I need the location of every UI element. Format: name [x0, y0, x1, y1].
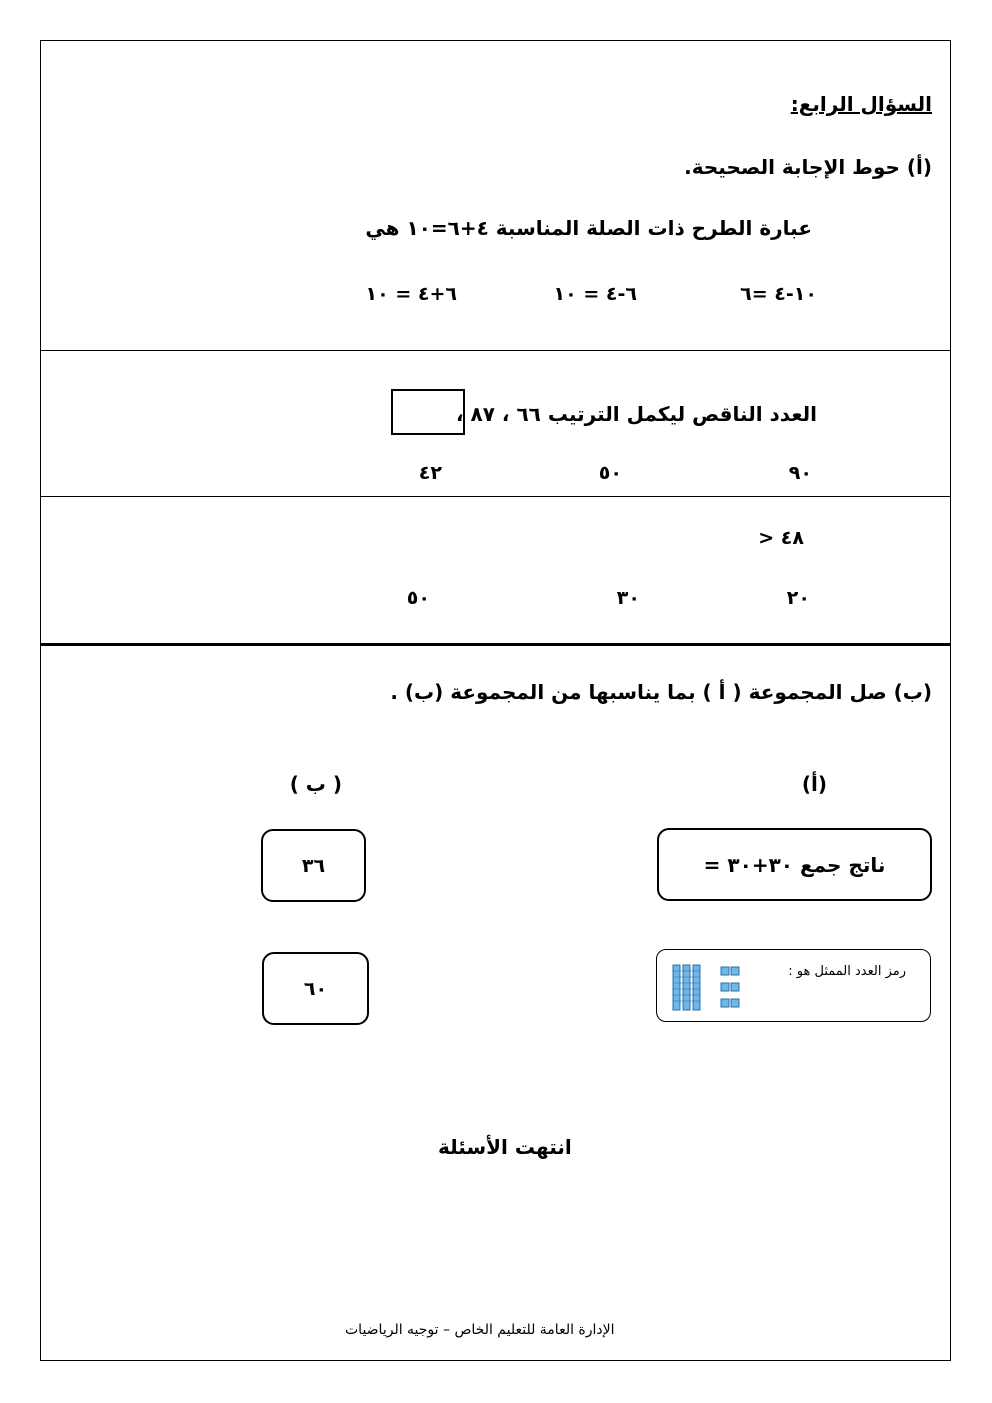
group-a-item-2[interactable] [656, 949, 931, 1022]
item3-option-2[interactable]: ٣٠ [616, 587, 640, 609]
item1-prompt: عبارة الطرح ذات الصلة المناسبة ٤+٦=١٠ هي [365, 216, 812, 240]
divider [41, 496, 950, 497]
item2-option-3[interactable]: ٤٢ [418, 462, 442, 484]
tens-rod-icon [673, 965, 680, 1010]
item2-prompt: العدد الناقص ليكمل الترتيب ٦٦ ، ٨٧ ، [455, 402, 817, 426]
group-a-label: (أ) [801, 772, 827, 796]
item1-option-1[interactable]: ١٠-٤ =٦ [740, 283, 817, 305]
unit-cube-icon [731, 999, 739, 1007]
end-text: انتهت الأسئلة [438, 1135, 572, 1159]
unit-cube-icon [731, 983, 739, 991]
item2-option-1[interactable]: ٩٠ [788, 462, 812, 484]
group-b-item-1-text: ٣٦ [301, 854, 326, 877]
item3-option-3[interactable]: ٥٠ [406, 587, 430, 609]
part-b-instruction: (ب) صل المجموعة ( أ ) بما يناسبها من المجموعة (ب) . [390, 680, 932, 704]
unit-cube-icon [721, 983, 729, 991]
group-b-label: ( ب ) [289, 772, 342, 796]
divider [41, 350, 950, 351]
unit-cube-icon [731, 967, 739, 975]
unit-cube-icon [721, 967, 729, 975]
item2-option-2[interactable]: ٥٠ [598, 462, 622, 484]
tens-rod-icon [693, 965, 700, 1010]
group-a-item-1[interactable] [657, 828, 932, 901]
thick-divider [41, 643, 950, 646]
answer-box[interactable] [391, 389, 465, 435]
item3-option-1[interactable]: ٢٠ [786, 587, 810, 609]
item1-option-3[interactable]: ٦+٤ = ١٠ [365, 283, 457, 305]
item1-option-2[interactable]: ٦-٤ = ١٠ [553, 283, 637, 305]
group-a-item-2-text: رمز العدد الممثل هو : [788, 964, 906, 979]
base-ten-blocks-icon [671, 963, 743, 1013]
group-b-item-1[interactable] [261, 829, 366, 902]
part-a-instruction: (أ) حوط الإجابة الصحيحة. [684, 155, 932, 179]
footer: الإدارة العامة للتعليم الخاص – توجيه الرياضيات [345, 1322, 615, 1338]
item3-prompt: ٤٨ < [758, 527, 804, 549]
group-b-item-2-text: ٦٠ [303, 977, 328, 1000]
question-title: السؤال الرابع: [790, 92, 932, 116]
tens-rod-icon [683, 965, 690, 1010]
unit-cube-icon [721, 999, 729, 1007]
group-b-item-2[interactable] [262, 952, 369, 1025]
group-a-item-1-text: ناتج جمع ٣٠+٣٠ = [703, 852, 886, 877]
